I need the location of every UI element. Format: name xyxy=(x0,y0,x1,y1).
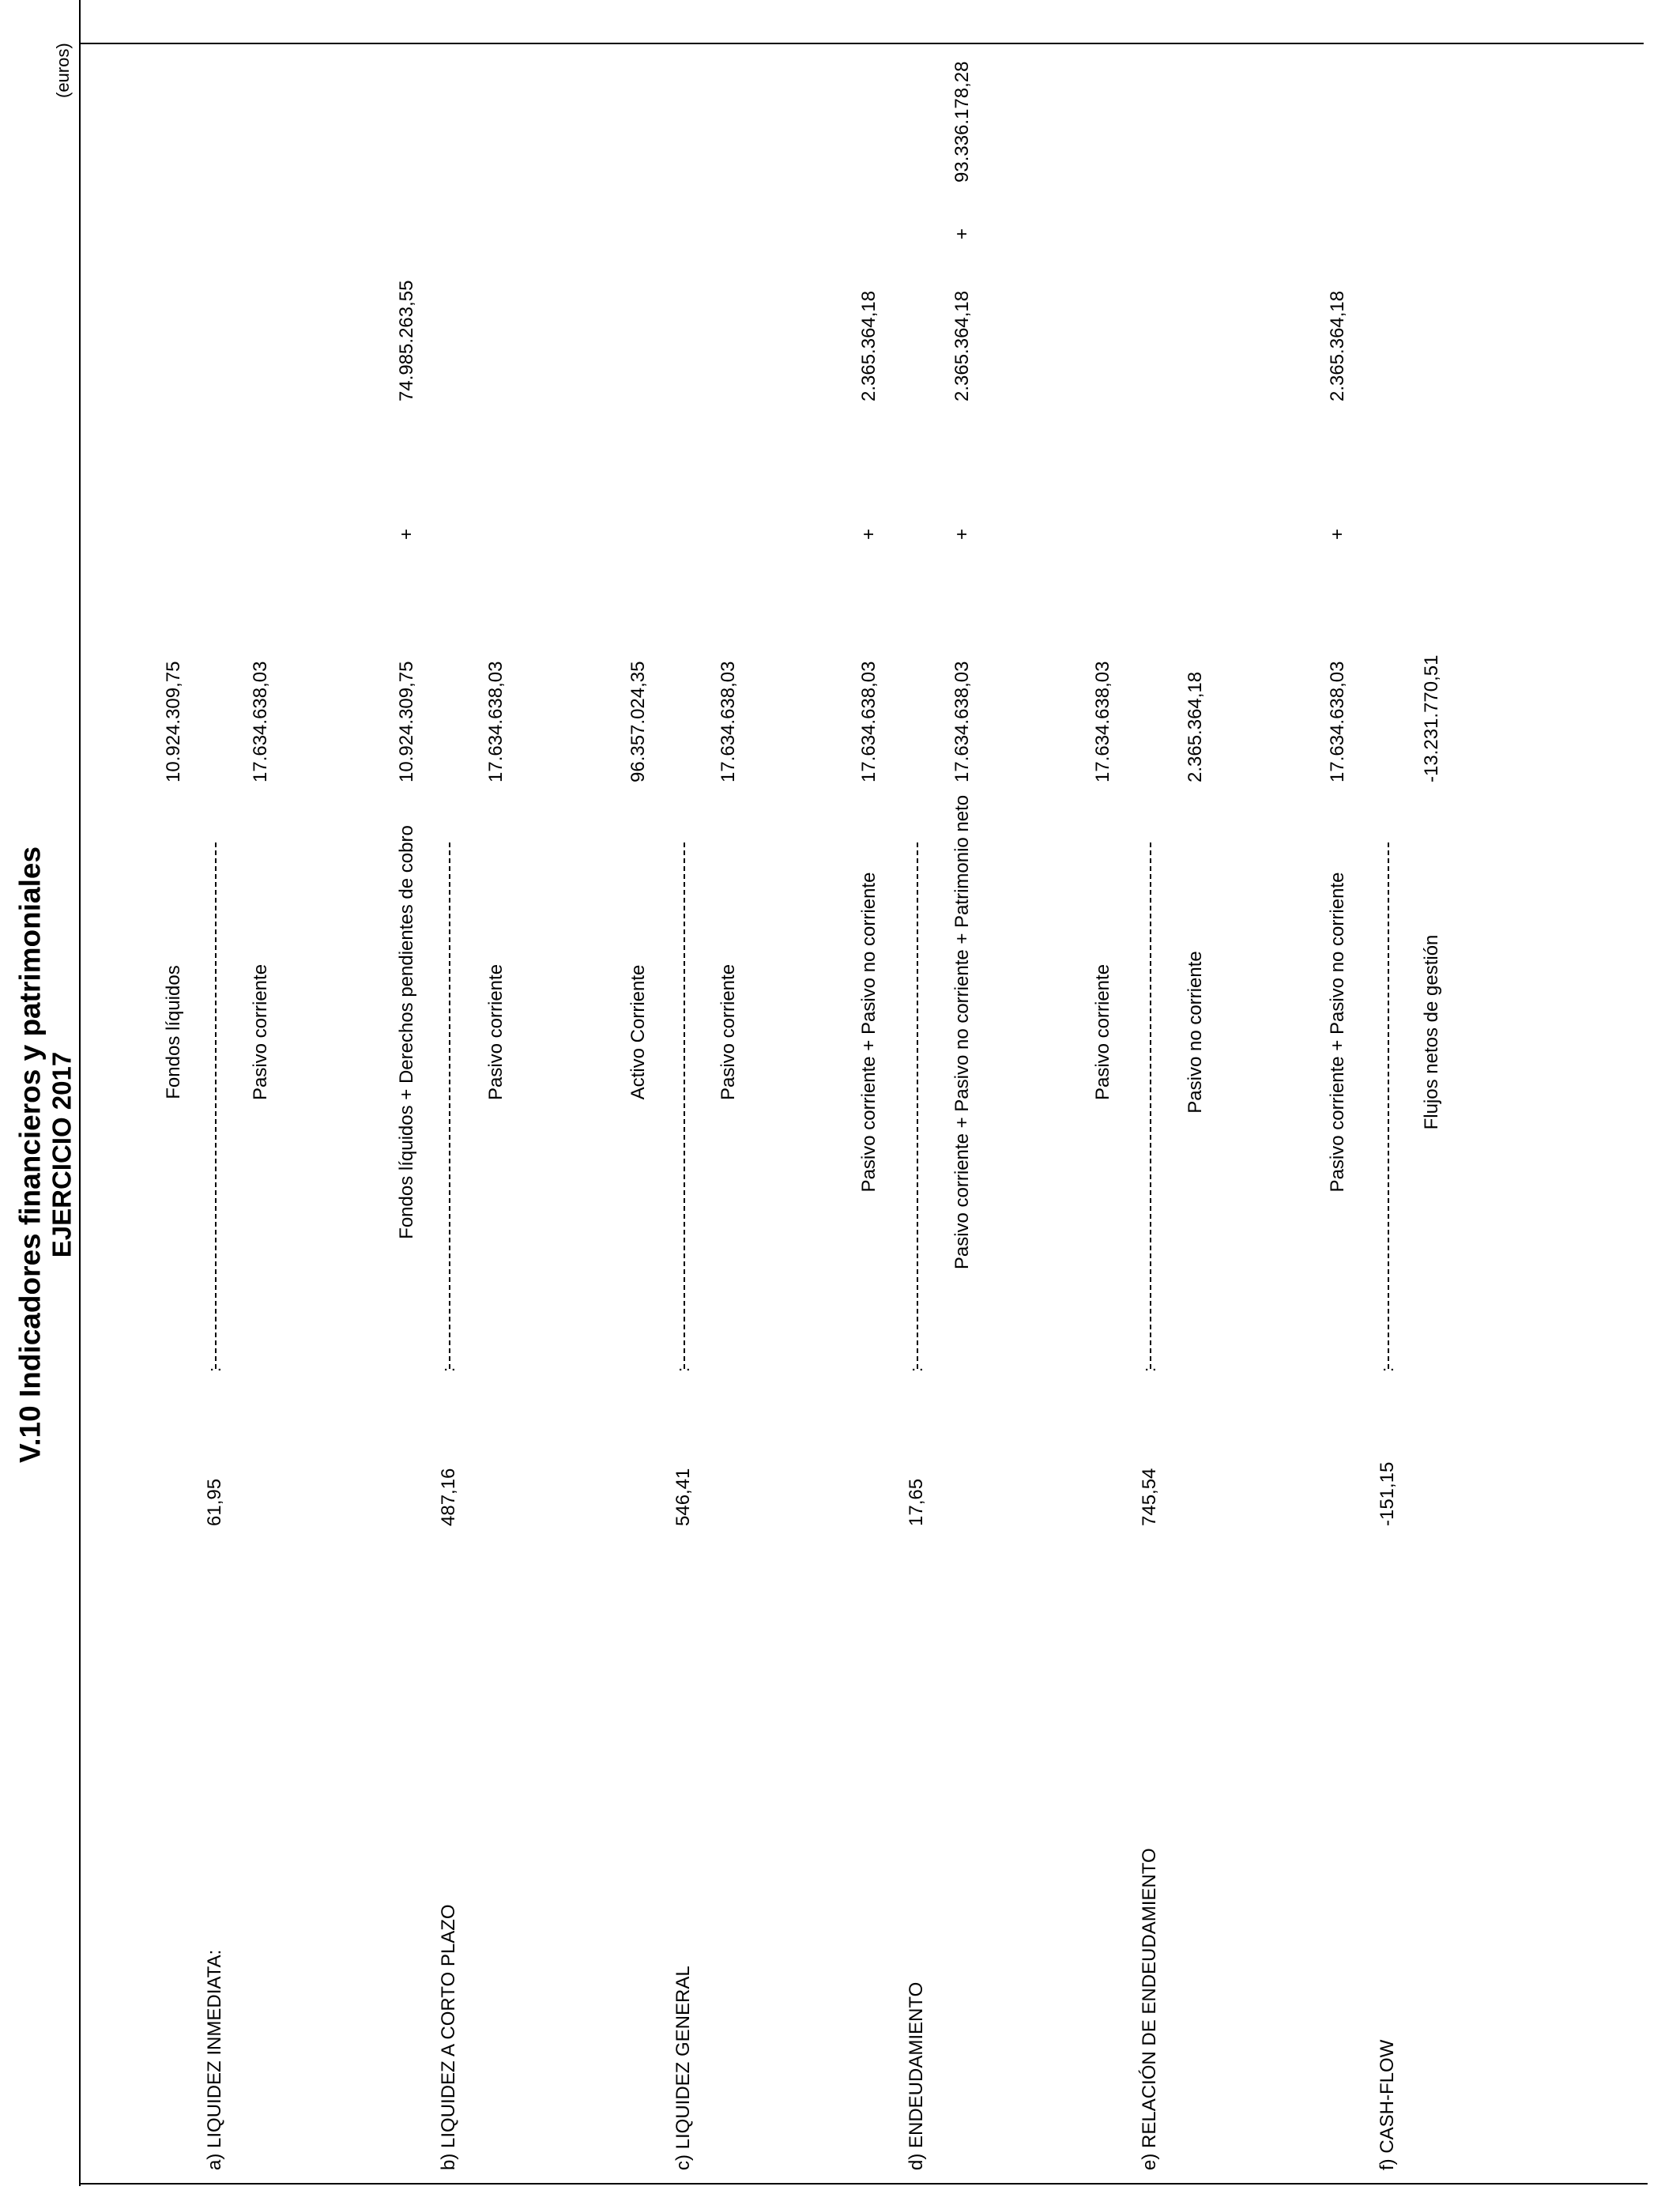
indicator-value: 745,54 xyxy=(1139,1468,1160,1526)
plus-sign: + xyxy=(858,528,880,541)
denominator-label: Flujos netos de gestión xyxy=(1421,934,1442,1130)
numerator-label: Fondos líquidos xyxy=(163,965,184,1099)
frame-left-rule xyxy=(79,2183,1648,2185)
denominator-value: 17.634.638,03 xyxy=(951,661,973,782)
indicator-value: 61,95 xyxy=(204,1478,225,1526)
fraction-line xyxy=(1150,843,1151,1369)
fraction-line xyxy=(917,843,918,1369)
numerator-value: 10.924.309,75 xyxy=(396,661,417,782)
fraction-line xyxy=(449,843,450,1369)
indicator-value: -151,15 xyxy=(1377,1461,1398,1526)
denominator-value: 17.634.638,03 xyxy=(485,661,507,782)
indicator-label: b) LIQUIDEZ A CORTO PLAZO xyxy=(438,1904,459,2170)
numerator-value: 96.357.024,35 xyxy=(627,661,649,782)
indicator-value: 546,41 xyxy=(672,1468,694,1526)
indicator-value: 17,65 xyxy=(906,1478,927,1526)
numerator-value: 10.924.309,75 xyxy=(163,661,184,782)
numerator-value-2: 2.365.364,18 xyxy=(858,290,880,401)
denominator-value: 17.634.638,03 xyxy=(718,661,739,782)
numerator-value: 17.634.638,03 xyxy=(858,661,880,782)
numerator-label: Pasivo corriente + Pasivo no corriente xyxy=(858,872,880,1193)
denominator-value-2: 2.365.364,18 xyxy=(951,290,973,401)
page-title: V.10 Indicadores financieros y patrimoniales xyxy=(13,846,47,1464)
denominator-label: Pasivo corriente xyxy=(718,963,739,1101)
numerator-value-2: 74.985.263,55 xyxy=(396,280,417,401)
numerator-value-2: 2.365.364,18 xyxy=(1327,290,1348,401)
indicator-label: e) RELACIÓN DE ENDEUDAMIENTO xyxy=(1139,1848,1160,2170)
plus-sign: + xyxy=(396,528,417,541)
numerator-label: Activo Corriente xyxy=(627,964,649,1100)
numerator-label: Pasivo corriente + Pasivo no corriente xyxy=(1327,872,1348,1193)
indicator-label: f) CASH-FLOW xyxy=(1377,2039,1398,2170)
denominator-value: -13.231.770,51 xyxy=(1421,654,1442,782)
indicator-label: c) LIQUIDEZ GENERAL xyxy=(672,1966,694,2170)
plus-sign: + xyxy=(1327,528,1348,541)
numerator-label: Fondos líquidos + Derechos pendientes de cobro xyxy=(396,825,417,1239)
frame-top-rule xyxy=(79,0,81,2186)
fraction-line xyxy=(215,843,217,1369)
numerator-label: Pasivo corriente xyxy=(1092,963,1113,1101)
denominator-value-3: 93.336.178,28 xyxy=(951,61,973,183)
indicator-colon: : xyxy=(205,1367,224,1372)
denominator-label: Pasivo corriente xyxy=(485,963,507,1101)
denominator-label: Pasivo corriente xyxy=(250,963,271,1101)
units-label: (euros) xyxy=(53,43,73,98)
indicator-colon: : xyxy=(1377,1367,1397,1372)
denominator-value: 17.634.638,03 xyxy=(250,661,271,782)
frame-right-rule xyxy=(79,43,1644,44)
numerator-value: 17.634.638,03 xyxy=(1327,661,1348,782)
denominator-label: Pasivo corriente + Pasivo no corriente + Patrimonio neto xyxy=(951,794,973,1270)
page-subtitle: EJERCICIO 2017 xyxy=(47,1051,77,1258)
denominator-value: 2.365.364,18 xyxy=(1185,671,1206,782)
plus-sign: + xyxy=(951,228,973,240)
denominator-label: Pasivo no corriente xyxy=(1185,951,1206,1114)
fraction-line xyxy=(684,843,685,1369)
indicator-value: 487,16 xyxy=(438,1468,459,1526)
fraction-line xyxy=(1388,843,1389,1369)
numerator-value: 17.634.638,03 xyxy=(1092,661,1113,782)
indicator-label: a) LIQUIDEZ INMEDIATA: xyxy=(204,1949,225,2170)
indicator-label: d) ENDEUDAMIENTO xyxy=(906,1981,927,2170)
indicator-colon: : xyxy=(673,1367,693,1372)
indicator-colon: : xyxy=(439,1367,458,1372)
plus-sign: + xyxy=(951,528,973,541)
indicator-colon: : xyxy=(1139,1367,1159,1372)
indicator-colon: : xyxy=(906,1367,926,1372)
